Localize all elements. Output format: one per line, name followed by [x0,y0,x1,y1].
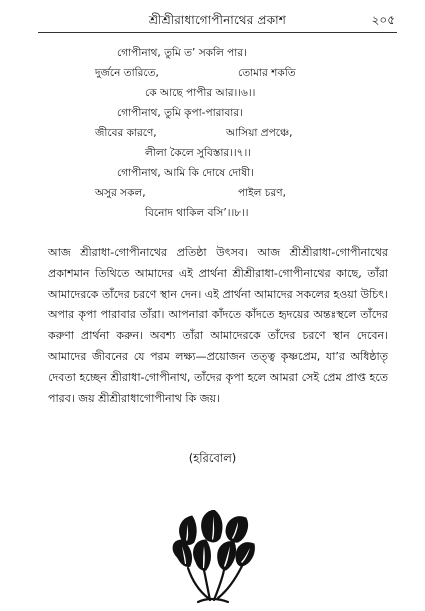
verse-line: পাইল চরণ, [238,187,286,199]
verse-line: কে আছে পাপীর আর।।৬।। [145,87,256,99]
page-number: ২০৫ [371,13,395,27]
prose-text: আজ শ্রীরাধা-গোপীনাথের প্রতিষ্ঠা উৎসব। আজ শ্রীশ্রীরাধা-গোপীনাথের প্রকাশমান তিথিতে আমাদের এই প্রার্থনা শ্রীশ্রীরাধা-গোপীনাথের কাছে, তাঁরা আমাদেরকে তাঁদের চরণে স্থান দেন। এই প্রার্থনা আমাদের সকলের হওয়া উচিৎ। অপার কৃপা পারাবার তাঁরা। আপনারা কাঁদতে কাঁদতে হৃদয়ের অন্তঃস্থলে তাঁদের করুণা প্রার্থনা করুন। অবশ্য তাঁরা আমাদেরকে তাঁদের চরণে স্থান দেবেন। আমাদের জীবনের যে পরম লক্ষ্য—প্রয়োজন তত্ত্ব কৃষ্ণপ্রেম, যা’র অধিষ্ঠাতৃ দেবতা হচ্ছেন শ্রীরাধা-গোপীনাথ, তাঁদের কৃপা হলে আমরা সেই প্রেম প্রাপ্ত হতে পারব। জয় শ্রীশ্রীরাধাগোপীনাথ কি জয়। [48,246,388,405]
verse-line: গোপীনাথ, তুমি ত’ সকলি পার। [117,47,247,59]
closing-exclamation: (হরিবোল) [188,451,237,465]
lotus-flower-icon [168,510,258,605]
verse-line: দুর্জনে তারিতে, [95,67,159,79]
verse-line: আসিয়া প্রপঞ্চে, [226,127,293,139]
verse-line: গোপীনাথ, আমি কি দোষে দোষী। [117,167,254,179]
verse-line: গোপীনাথ, তুমি কৃপা-পারাবার। [117,107,243,119]
verse-line: জীবের কারণে, [95,127,157,139]
verse-line: তোমার শকতি [238,67,296,79]
prose-paragraph [48,243,388,409]
verse-line: অসুর সকল, [95,187,146,199]
header-rule [38,32,397,33]
verse-line: লীলা কৈলে সুবিস্তার।।৭।। [145,147,252,159]
header-title: শ্রীশ্রীরাধাগোপীনাথের প্রকাশ [148,13,287,27]
verse-line: বিনোদ থাকিল বসি’।।৮।। [145,207,249,219]
running-header [40,12,395,34]
